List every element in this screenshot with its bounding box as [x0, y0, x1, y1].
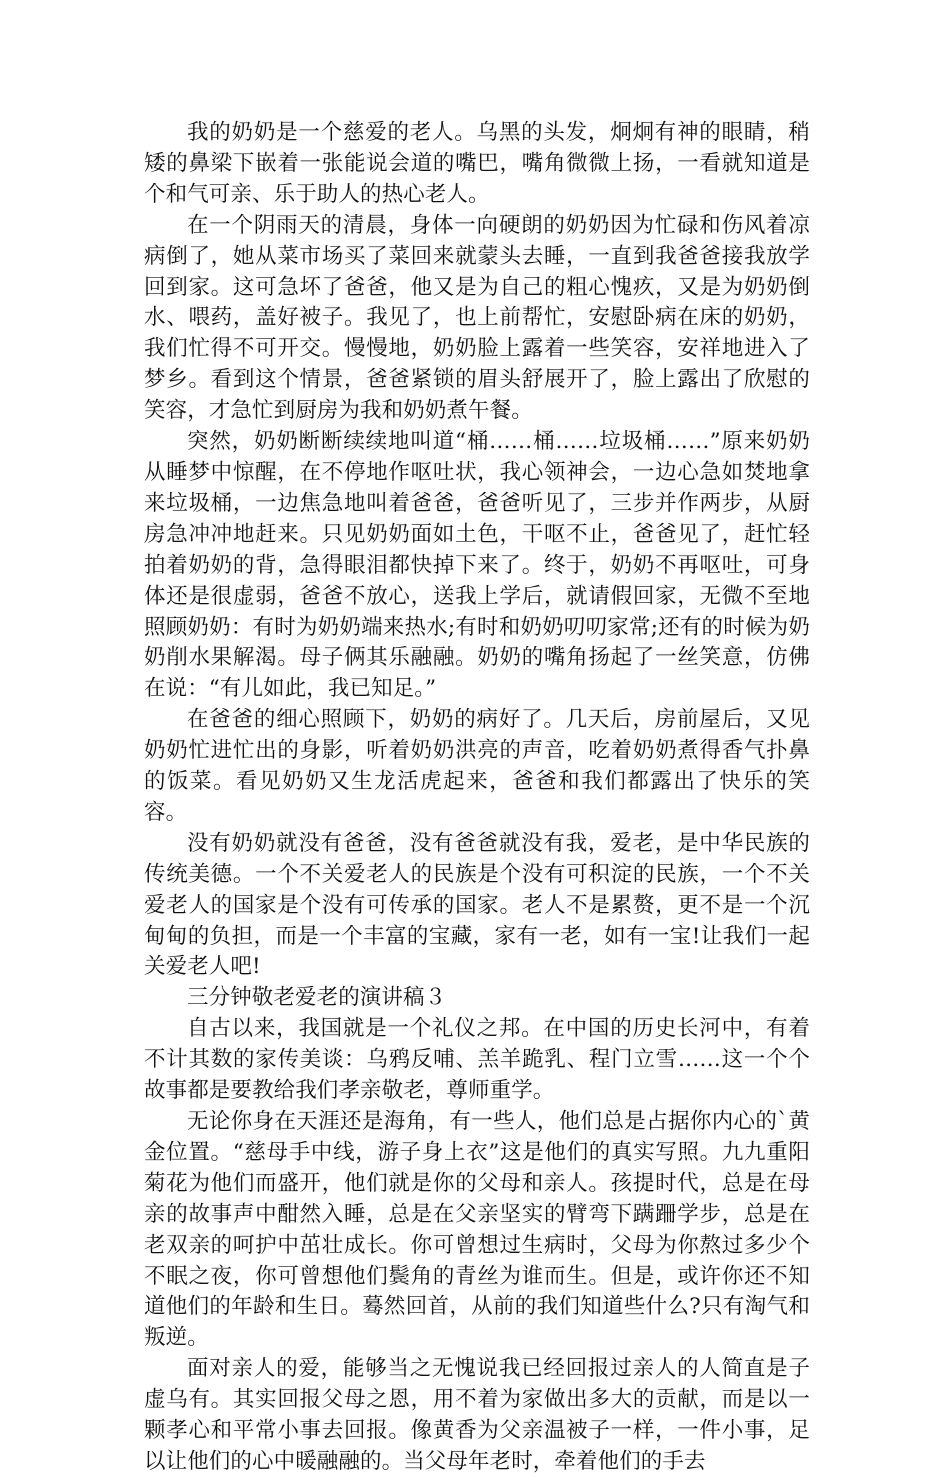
paragraph-parents-love: 无论你身在天涯还是海角，有一些人，他们总是占据你内心的`黄金位置。“慈母手中线，游子身上衣”这是他们的真实写照。九九重阳菊花为他们而盛开，他们就是你的父母和亲人。孩提时代，总是在母亲的故事声中酣然入睡，总是在父亲坚实的臂弯下蹒跚学步，总是在老双亲的呵护中茁壮成长。你可曾想过生病时，父母为你熬过多少个不眠之夜，你可曾想他们鬓角的青丝为谁而生。但是，或许你还不知道他们的年龄和生日。蓦然回首，从前的我们知道些什么?只有淘气和叛逆。: [144, 1109, 810, 1351]
document-page: [144, 118, 810, 1478]
section-heading: 三分钟敬老爱老的演讲稿３: [187, 985, 447, 1011]
paragraph-grandmother-intro: 我的奶奶是一个慈爱的老人。乌黑的头发，炯炯有神的眼睛，稍矮的鼻梁下嵌着一张能说会道的嘴巴，嘴角微微上扬，一看就知道是个和气可亲、乐于助人的热心老人。: [144, 120, 810, 207]
paragraph-grandmother-sick: 在一个阴雨天的清晨，身体一向硬朗的奶奶因为忙碌和伤风着凉病倒了，她从菜市场买了菜回来就蒙头去睡，一直到我爸爸接我放学回到家。这可急坏了爸爸，他又是为自己的粗心愧疚，又是为奶奶倒水、喂药，盖好被子。我见了，也上前帮忙，安慰卧病在床的奶奶，我们忙得不可开交。慢慢地，奶奶脸上露着一些笑容，安祥地进入了梦乡。看到这个情景，爸爸紧锁的眉头舒展开了，脸上露出了欣慰的笑容，才急忙到厨房为我和奶奶煮午餐。: [144, 212, 810, 424]
paragraph-respect-elders: 没有奶奶就没有爸爸，没有爸爸就没有我，爱老，是中华民族的传统美德。一个不关爱老人的民族是个没有可积淀的民族，一个不关爱老人的国家是个没有可传承的国家。老人不是累赘，更不是一个沉甸甸的负担，而是一个丰富的宝藏，家有一老，如有一宝!让我们一起关爱老人吧!: [144, 830, 810, 980]
paragraph-repay-parents: 面对亲人的爱，能够当之无愧说我已经回报过亲人的人简直是子虚乌有。其实回报父母之恩，用不着为家做出多大的贡献，而是以一颗孝心和平常小事去回报。像黄香为父亲温被子一样，一件小事，足以让他们的心中暖融融的。当父母年老时，牵着他们的手去: [144, 1356, 810, 1474]
paragraph-grandmother-recovered: 在爸爸的细心照顾下，奶奶的病好了。几天后，房前屋后，又见奶奶忙进忙出的身影，听着奶奶洪亮的声音，吃着奶奶煮得香气扑鼻的饭菜。看见奶奶又生龙活虎起来，爸爸和我们都露出了快乐的笑容。: [144, 707, 810, 825]
paragraph-etiquette-nation: 自古以来，我国就是一个礼仪之邦。在中国的历史长河中，有着不计其数的家传美谈：乌鸦反哺、羔羊跪乳、程门立雪……这一个个故事都是要教给我们孝亲敬老，尊师重学。: [144, 1016, 810, 1104]
paragraph-grandmother-vomit: 突然，奶奶断断续续地叫道“桶……桶……垃圾桶……”原来奶奶从睡梦中惊醒，在不停地作呕吐状，我心领神会，一边心急如焚地拿来垃圾桶，一边焦急地叫着爸爸，爸爸听见了，三步并作两步，从厨房急冲冲地赶来。只见奶奶面如土色，干呕不止，爸爸见了，赶忙轻拍着奶奶的背，急得眼泪都快掉下来了。终于，奶奶不再呕吐，可身体还是很虚弱，爸爸不放心，送我上学后，就请假回家，无微不至地照顾奶奶：有时为奶奶端来热水;有时和奶奶叨叨家常;还有的时候为奶奶削水果解渴。母子俩其乐融融。奶奶的嘴角扬起了一丝笑意，仿佛在说：“有儿如此，我已知足。”: [144, 429, 810, 702]
